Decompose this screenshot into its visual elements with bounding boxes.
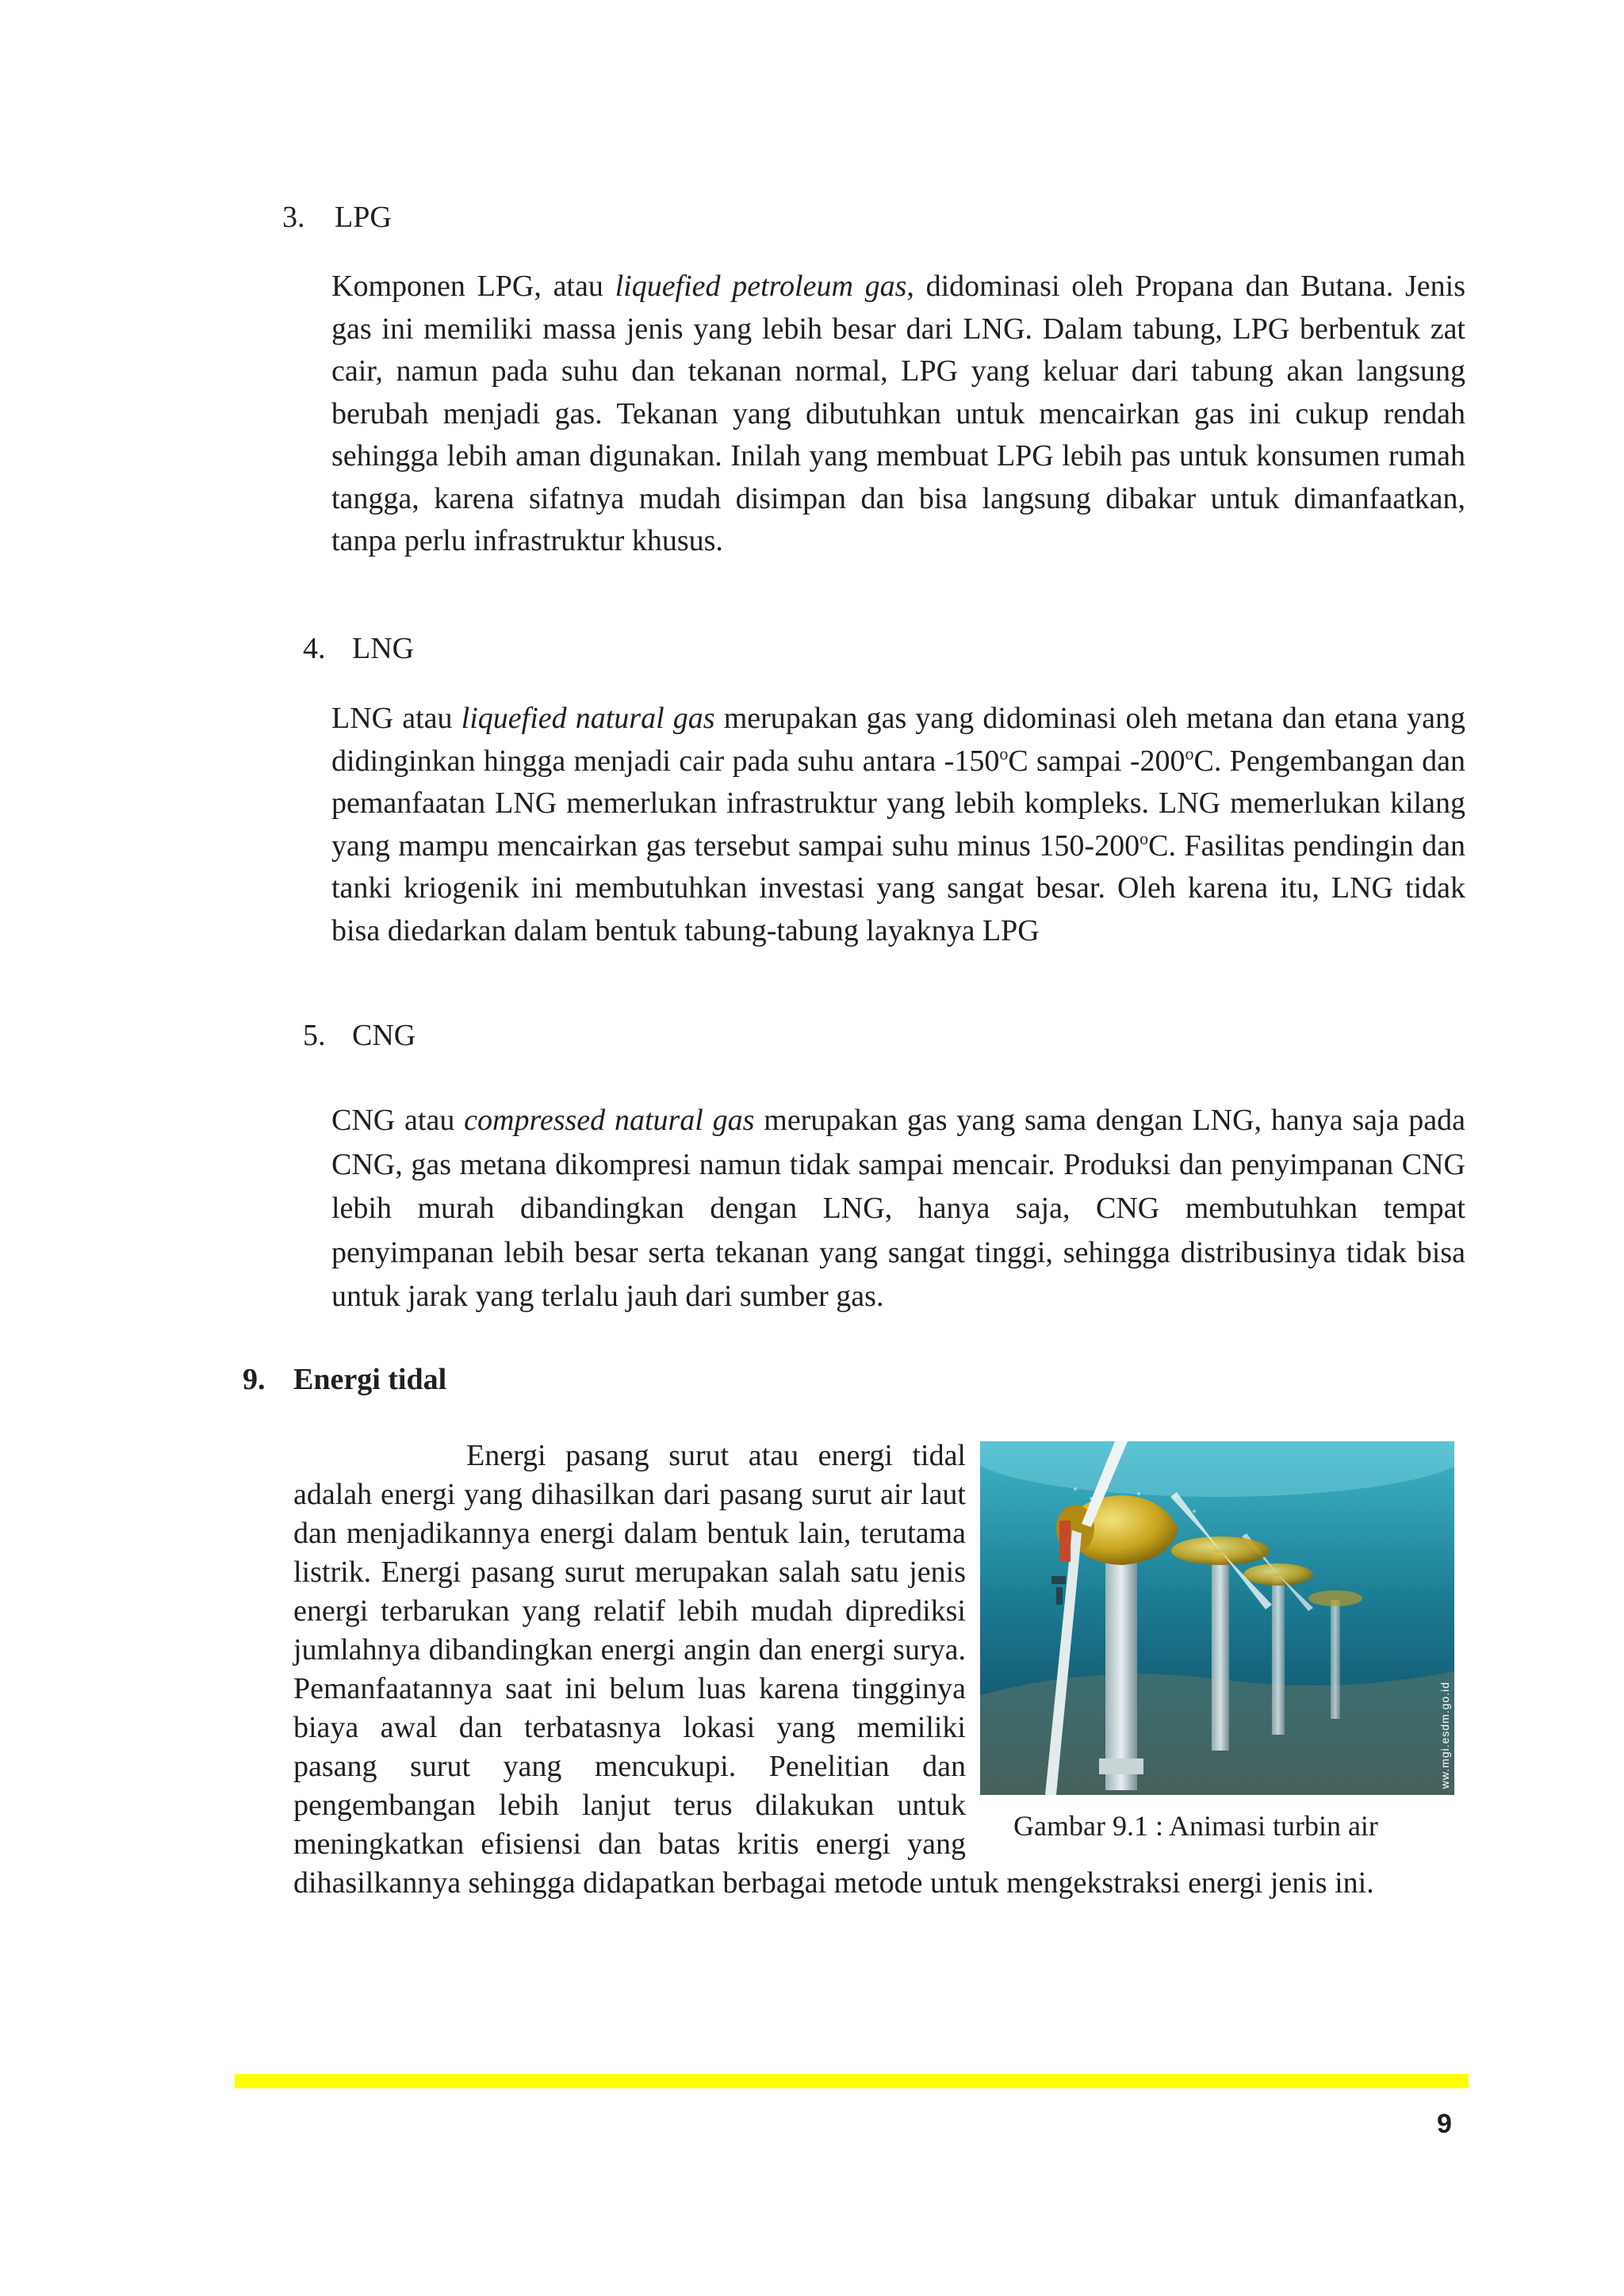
- degree-mark: o: [999, 743, 1009, 763]
- page-number: 9: [1437, 2109, 1452, 2139]
- footer-bar: [235, 2074, 1469, 2088]
- paragraph-cng: CNG atau compressed natural gas merupakan gas yang sama dengan LNG, hanya saja pada CNG, gas metana dikompresi namun tidak sampai mencair. Produksi dan penyimpanan CNG lebih murah dibandingkan dengan LNG, hanya saja, CNG membutuhkan tempat penyimpanan lebih besar serta tekanan yang sangat tinggi, sehingga distribusinya tidak bisa untuk jarak yang terlalu jauh dari sumber gas.: [331, 1104, 1466, 1313]
- item-number: 4.: [303, 632, 326, 665]
- italic-term: liquefied petroleum gas: [615, 270, 907, 303]
- item-title: LPG: [335, 201, 392, 234]
- item-heading-cng: [303, 1020, 416, 1051]
- figure-caption: Gambar 9.1 : Animasi turbin air: [1013, 1810, 1378, 1842]
- paragraph-lng: LNG atau liquefied natural gas merupakan gas yang didominasi oleh metana dan etana yang didinginkan hingga menjadi cair pada suhu antara -150$^o$C sampai -200$^o$C. Pengembangan dan pemanfaatan LNG memerlukan infrastruktur yang lebih kompleks. LNG memerlukan kilang yang mampu mencairkan gas tersebut sampai suhu minus 150-200$^o$C. Fasilitas pendingin dan tanki kriogenik ini membutuhkan investasi yang sangat besar. Oleh karena itu, LNG tidak bisa diedarkan dalam bentuk tabung-tabung layaknya LPG: [331, 702, 1465, 947]
- item-title: LNG: [352, 632, 415, 665]
- watermark: ww.mgi.esdm.go.id: [1438, 1681, 1451, 1789]
- item-number: 5.: [303, 1019, 326, 1052]
- item-heading-lng: [303, 633, 414, 664]
- item-title: CNG: [352, 1019, 416, 1052]
- tidal-turbine-figure: [980, 1441, 1454, 1795]
- section-heading: [243, 1362, 446, 1397]
- item-heading-lpg: [282, 201, 392, 233]
- paragraph-lpg: Komponen LPG, atau liquefied petroleum gas, didominasi oleh Propana dan Butana. Jenis gas ini memiliki massa jenis yang lebih besar dari LNG. Dalam tabung, LPG berbentuk zat cair, namun pada suhu dan tekanan normal, LPG yang keluar dari tabung akan langsung berubah menjadi gas. Tekanan yang dibutuhkan untuk mencairkan gas ini cukup rendah sehingga lebih aman digunakan. Inilah yang membuat LPG lebih pas untuk konsumen rumah tangga, karena sifatnya mudah disimpan dan bisa langsung dibakar untuk dimanfaatkan, tanpa perlu infrastruktur khusus.: [331, 270, 1465, 557]
- item-number: 3.: [282, 201, 305, 234]
- tidal-paragraph: Energi pasang surut atau energi tidal adalah energi yang dihasilkan dari pasang surut air laut dan menjadikannya energi dalam bentuk lain, terutama listrik. Energi pasang surut merupakan salah satu jenis energi terbarukan yang relatif lebih mudah diprediksi jumlahnya dibandingkan energi angin dan energi surya. Pemanfaatannya saat ini belum luas karena tingginya biaya awal dan terbatasnya lokasi yang memiliki pasang surut yang mencukupi. Penelitian dan pengembangan lebih lanjut terus dilakukan untuk meningkatkan efisiensi dan batas kritis energi yang dihasilkannya sehingga didapatkan berbagai metode untuk mengekstraksi energi jenis ini.: [293, 1439, 1374, 1900]
- section-title: Energi tidal: [293, 1363, 447, 1396]
- degree-mark: o: [1185, 743, 1194, 763]
- section-number: 9.: [243, 1363, 266, 1396]
- italic-term: compressed natural gas: [464, 1104, 755, 1137]
- tidal-turbine-icon: [980, 1441, 1454, 1795]
- degree-mark: o: [1139, 828, 1149, 848]
- italic-term: liquefied natural gas: [461, 702, 715, 735]
